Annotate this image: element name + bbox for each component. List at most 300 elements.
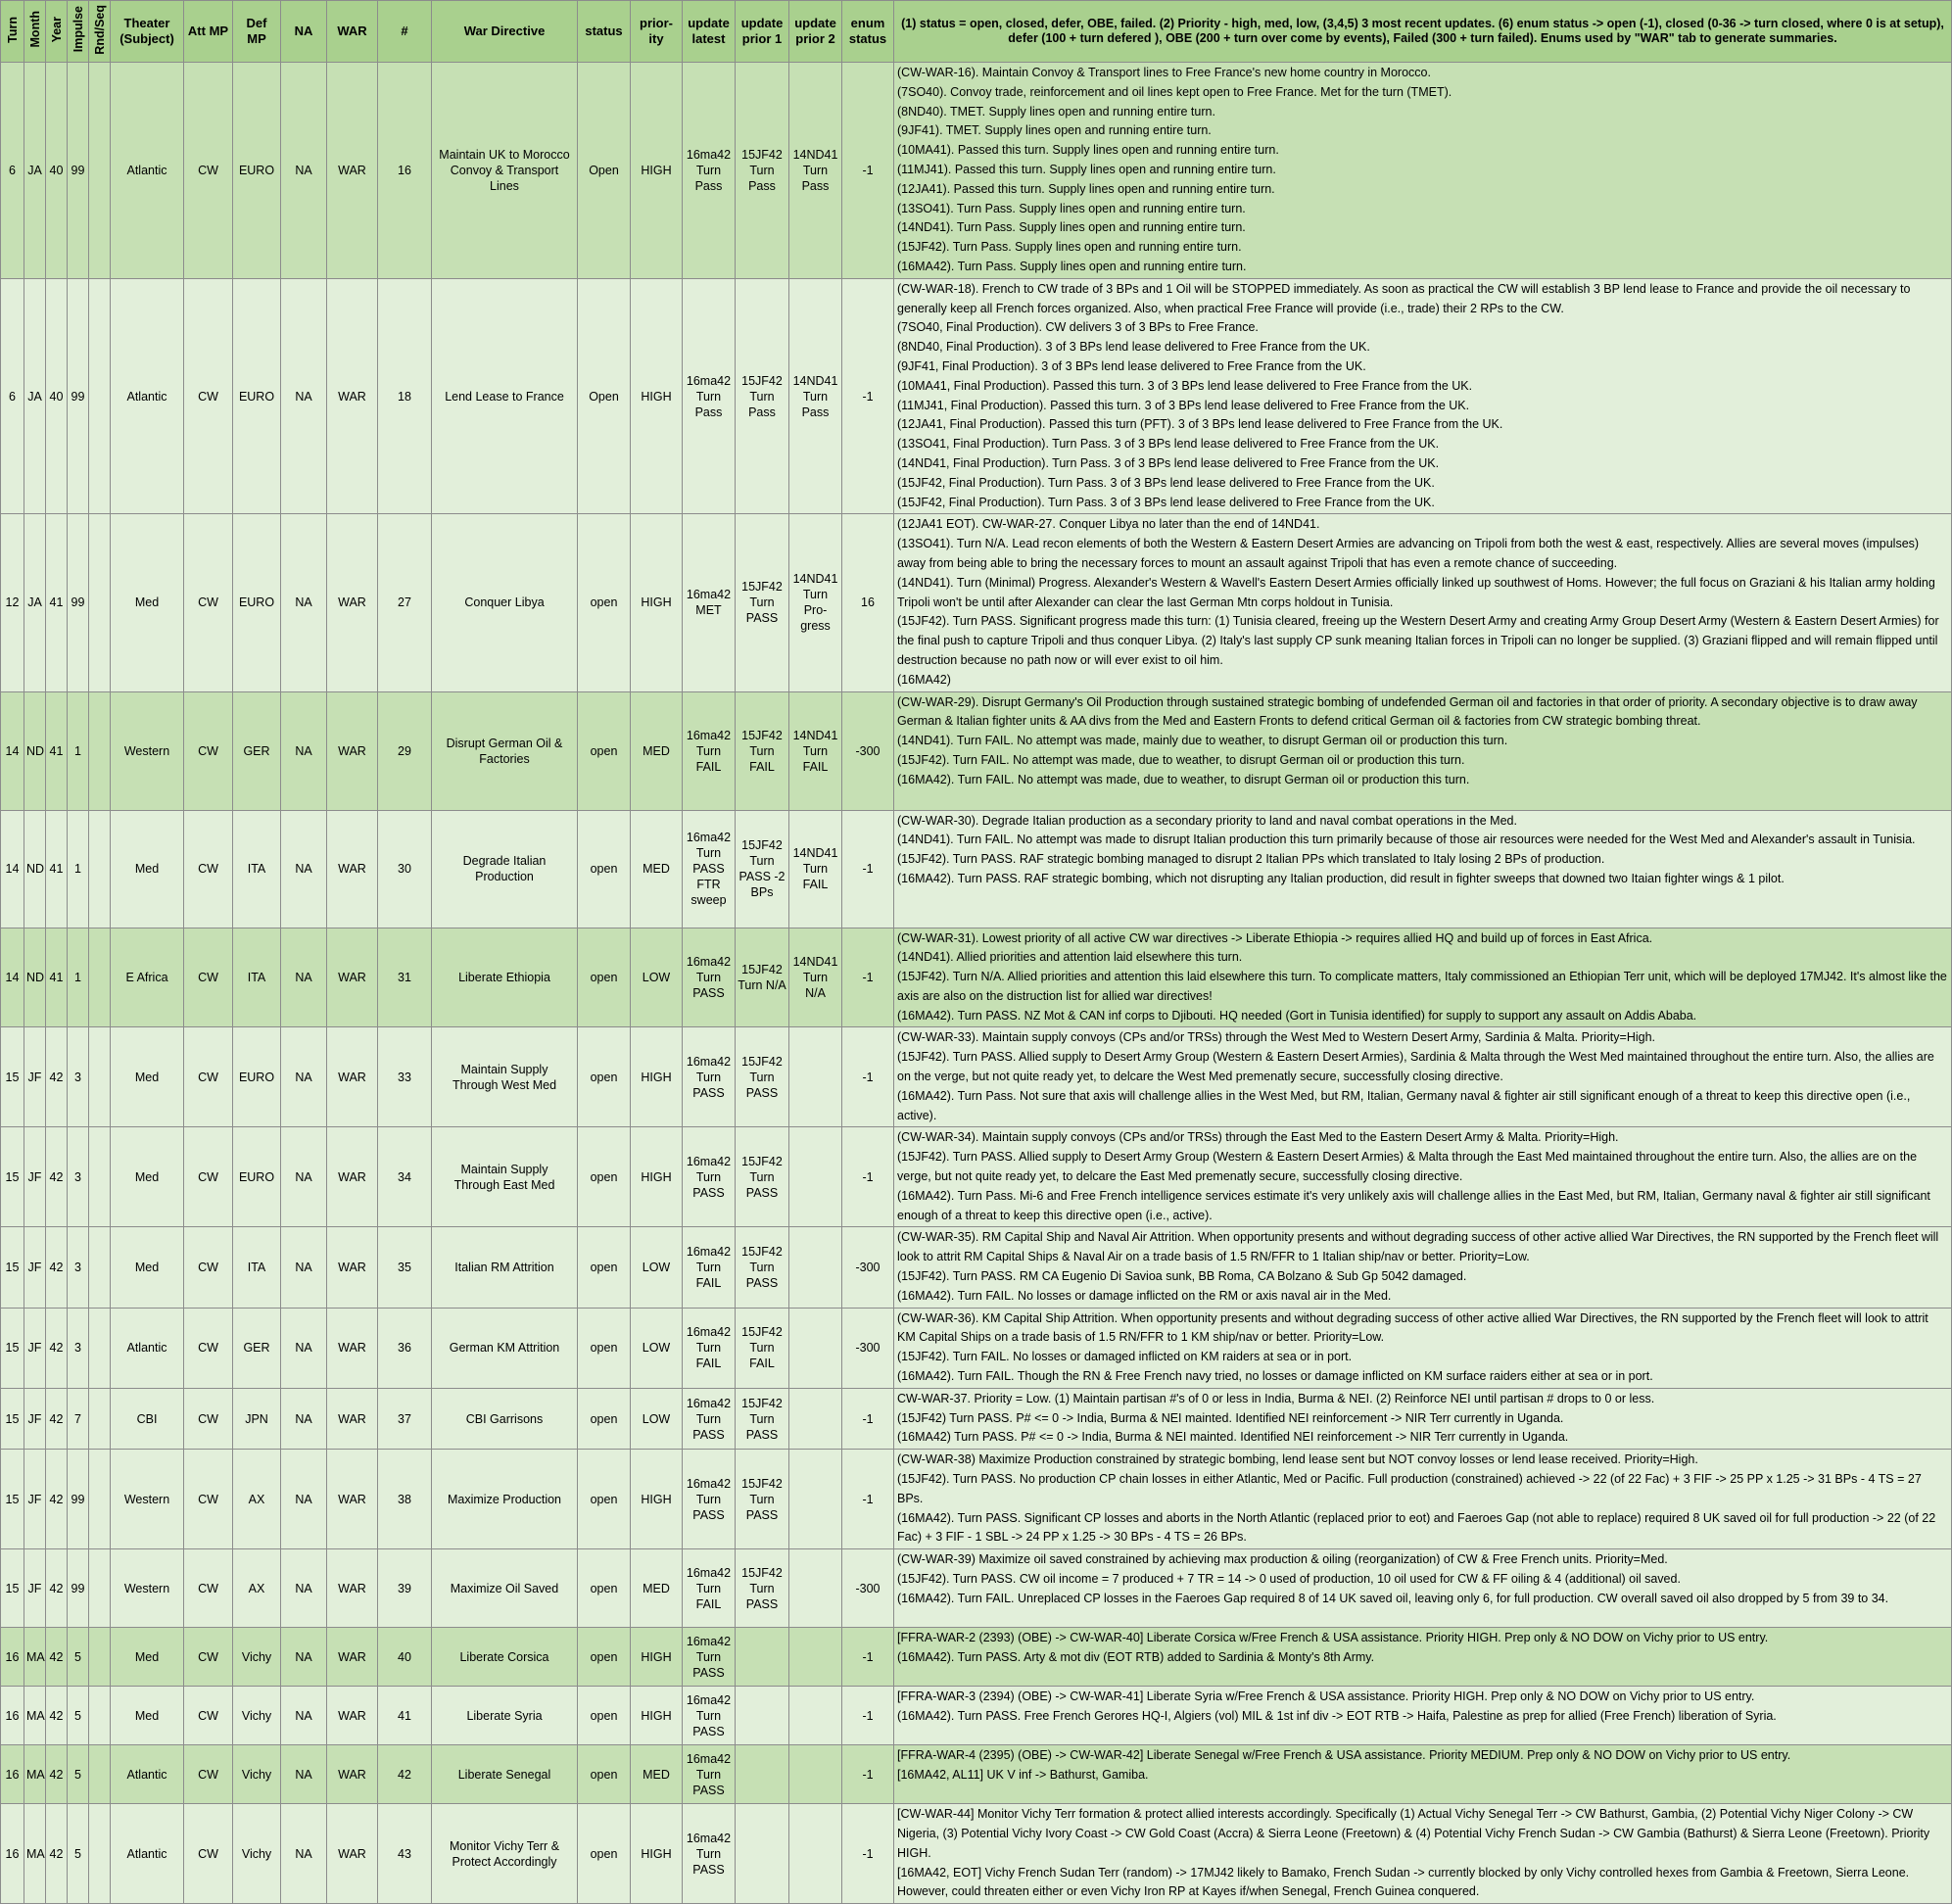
cell-na[interactable]: NA	[281, 1450, 327, 1549]
cell-priority[interactable]: HIGH	[631, 1628, 683, 1687]
cell-update-prior-1[interactable]	[736, 1745, 789, 1804]
cell-number[interactable]: 34	[378, 1127, 432, 1227]
cell-war-directive[interactable]: Italian RM Attrition	[432, 1227, 578, 1308]
cell-details[interactable]	[894, 1227, 1952, 1308]
cell-war-directive[interactable]: Liberate Corsica	[432, 1628, 578, 1687]
cell-status[interactable]: Open	[578, 63, 631, 279]
col-header-impulse[interactable]: Impulse	[68, 1, 89, 63]
cell-na[interactable]: NA	[281, 810, 327, 928]
cell-update-prior-2[interactable]	[789, 1388, 842, 1449]
cell-war-directive[interactable]: Lend Lease to France	[432, 278, 578, 514]
col-header-rndseq[interactable]: Rnd/Seq	[89, 1, 111, 63]
cell-update-prior-2[interactable]	[789, 1628, 842, 1687]
cell-turn[interactable]: 6	[1, 278, 24, 514]
cell-year[interactable]: 42	[46, 1549, 68, 1628]
cell-enum-status[interactable]: -1	[842, 63, 894, 279]
cell-na[interactable]: NA	[281, 1227, 327, 1308]
cell-att-mp[interactable]: CW	[184, 1227, 233, 1308]
cell-status[interactable]: open	[578, 928, 631, 1027]
cell-war[interactable]: WAR	[327, 1628, 378, 1687]
col-header-notes[interactable]: (1) status = open, closed, defer, OBE, failed. (2) Priority - high, med, low, (3,4,5) 3 most recent updates. (6) enum status -> open (-1), closed (0-36 -> turn closed, where 0 is at setup), defer (100 + turn defered ), OBE (200 + turn over come by events), Failed (300 + turn failed). Enums used by "WAR" tab to generate summaries.	[894, 1, 1952, 63]
cell-war[interactable]: WAR	[327, 691, 378, 810]
cell-update-prior-1[interactable]: 15JF42 Turn PASS	[736, 1127, 789, 1227]
cell-impulse[interactable]: 99	[68, 1450, 89, 1549]
cell-month[interactable]: JA	[24, 278, 46, 514]
cell-details[interactable]	[894, 1450, 1952, 1549]
cell-turn[interactable]: 15	[1, 1308, 24, 1388]
cell-war[interactable]: WAR	[327, 514, 378, 691]
cell-year[interactable]: 42	[46, 1027, 68, 1127]
cell-year[interactable]: 42	[46, 1227, 68, 1308]
cell-number[interactable]: 18	[378, 278, 432, 514]
cell-war[interactable]: WAR	[327, 1450, 378, 1549]
cell-update-latest[interactable]: 16ma42 Turn FAIL	[683, 691, 736, 810]
cell-priority[interactable]: HIGH	[631, 278, 683, 514]
cell-update-latest[interactable]: 16ma42 Turn PASS	[683, 1027, 736, 1127]
cell-priority[interactable]: LOW	[631, 1308, 683, 1388]
cell-update-latest[interactable]: 16ma42 Turn PASS	[683, 1628, 736, 1687]
cell-details[interactable]	[894, 810, 1952, 928]
cell-update-prior-2[interactable]	[789, 1549, 842, 1628]
cell-update-prior-2[interactable]	[789, 1127, 842, 1227]
cell-number[interactable]: 40	[378, 1628, 432, 1687]
cell-status[interactable]: open	[578, 1804, 631, 1904]
cell-def-mp[interactable]: AX	[233, 1450, 281, 1549]
cell-update-prior-2[interactable]: 14ND41 Turn Pro-gress	[789, 514, 842, 691]
cell-update-prior-1[interactable]	[736, 1628, 789, 1687]
cell-priority[interactable]: MED	[631, 691, 683, 810]
cell-number[interactable]: 35	[378, 1227, 432, 1308]
cell-impulse[interactable]: 1	[68, 691, 89, 810]
cell-number[interactable]: 27	[378, 514, 432, 691]
cell-update-prior-1[interactable]: 15JF42 Turn FAIL	[736, 691, 789, 810]
cell-status[interactable]: open	[578, 1027, 631, 1127]
col-header-update-prior-1[interactable]: update prior 1	[736, 1, 789, 63]
cell-rndseq[interactable]	[89, 514, 111, 691]
cell-impulse[interactable]: 3	[68, 1127, 89, 1227]
cell-impulse[interactable]: 5	[68, 1804, 89, 1904]
cell-def-mp[interactable]: ITA	[233, 810, 281, 928]
cell-priority[interactable]: MED	[631, 1549, 683, 1628]
cell-details[interactable]	[894, 1628, 1952, 1687]
cell-update-prior-1[interactable]: 15JF42 Turn PASS	[736, 1027, 789, 1127]
cell-month[interactable]: JF	[24, 1450, 46, 1549]
cell-war-directive[interactable]: Maintain UK to Morocco Convoy & Transport Lines	[432, 63, 578, 279]
cell-update-prior-2[interactable]	[789, 1745, 842, 1804]
cell-update-latest[interactable]: 16ma42 Turn PASS	[683, 1804, 736, 1904]
cell-update-prior-2[interactable]	[789, 1687, 842, 1745]
cell-na[interactable]: NA	[281, 1628, 327, 1687]
cell-rndseq[interactable]	[89, 1687, 111, 1745]
cell-update-prior-2[interactable]	[789, 1027, 842, 1127]
cell-theater[interactable]: Atlantic	[111, 278, 184, 514]
cell-rndseq[interactable]	[89, 63, 111, 279]
col-header-priority[interactable]: prior-ity	[631, 1, 683, 63]
cell-update-prior-1[interactable]: 15JF42 Turn PASS -2 BPs	[736, 810, 789, 928]
cell-month[interactable]: MA	[24, 1628, 46, 1687]
col-header-def-mp[interactable]: Def MP	[233, 1, 281, 63]
cell-year[interactable]: 41	[46, 514, 68, 691]
cell-year[interactable]: 41	[46, 928, 68, 1027]
cell-war[interactable]: WAR	[327, 63, 378, 279]
cell-month[interactable]: ND	[24, 691, 46, 810]
cell-update-prior-2[interactable]	[789, 1450, 842, 1549]
cell-update-prior-1[interactable]: 15JF42 Turn PASS	[736, 1227, 789, 1308]
cell-update-prior-2[interactable]	[789, 1227, 842, 1308]
cell-war-directive[interactable]: Liberate Ethiopia	[432, 928, 578, 1027]
cell-priority[interactable]: HIGH	[631, 1450, 683, 1549]
cell-number[interactable]: 31	[378, 928, 432, 1027]
cell-status[interactable]: open	[578, 691, 631, 810]
cell-impulse[interactable]: 3	[68, 1027, 89, 1127]
cell-status[interactable]: open	[578, 1450, 631, 1549]
cell-war[interactable]: WAR	[327, 928, 378, 1027]
cell-update-prior-2[interactable]: 14ND41 Turn FAIL	[789, 691, 842, 810]
cell-na[interactable]: NA	[281, 691, 327, 810]
cell-update-latest[interactable]: 16ma42 Turn PASS FTR sweep	[683, 810, 736, 928]
cell-priority[interactable]: HIGH	[631, 1804, 683, 1904]
cell-war-directive[interactable]: CBI Garrisons	[432, 1388, 578, 1449]
cell-rndseq[interactable]	[89, 1804, 111, 1904]
cell-update-latest[interactable]: 16ma42 Turn FAIL	[683, 1227, 736, 1308]
col-header-enum-status[interactable]: enum status	[842, 1, 894, 63]
cell-war[interactable]: WAR	[327, 1308, 378, 1388]
cell-update-latest[interactable]: 16ma42 Turn PASS	[683, 1687, 736, 1745]
cell-na[interactable]: NA	[281, 1687, 327, 1745]
cell-update-latest[interactable]: 16ma42 Turn PASS	[683, 1127, 736, 1227]
cell-rndseq[interactable]	[89, 691, 111, 810]
cell-def-mp[interactable]: EURO	[233, 1027, 281, 1127]
cell-theater[interactable]: Atlantic	[111, 1804, 184, 1904]
cell-rndseq[interactable]	[89, 928, 111, 1027]
cell-impulse[interactable]: 3	[68, 1308, 89, 1388]
cell-enum-status[interactable]: -1	[842, 1745, 894, 1804]
cell-theater[interactable]: Atlantic	[111, 63, 184, 279]
cell-update-prior-2[interactable]: 14ND41 Turn Pass	[789, 63, 842, 279]
cell-details[interactable]	[894, 278, 1952, 514]
cell-rndseq[interactable]	[89, 278, 111, 514]
cell-priority[interactable]: HIGH	[631, 1127, 683, 1227]
cell-enum-status[interactable]: -1	[842, 928, 894, 1027]
cell-def-mp[interactable]: Vichy	[233, 1804, 281, 1904]
cell-year[interactable]: 42	[46, 1450, 68, 1549]
cell-war[interactable]: WAR	[327, 1388, 378, 1449]
cell-def-mp[interactable]: ITA	[233, 1227, 281, 1308]
cell-theater[interactable]: Western	[111, 1549, 184, 1628]
cell-year[interactable]: 41	[46, 810, 68, 928]
col-header-number[interactable]: #	[378, 1, 432, 63]
cell-details[interactable]	[894, 514, 1952, 691]
cell-theater[interactable]: CBI	[111, 1388, 184, 1449]
cell-att-mp[interactable]: CW	[184, 1388, 233, 1449]
cell-att-mp[interactable]: CW	[184, 1450, 233, 1549]
cell-enum-status[interactable]: -1	[842, 278, 894, 514]
cell-att-mp[interactable]: CW	[184, 1127, 233, 1227]
cell-update-latest[interactable]: 16ma42 Turn PASS	[683, 1745, 736, 1804]
cell-turn[interactable]: 15	[1, 1027, 24, 1127]
cell-att-mp[interactable]: CW	[184, 1687, 233, 1745]
col-header-na[interactable]: NA	[281, 1, 327, 63]
cell-priority[interactable]: HIGH	[631, 1027, 683, 1127]
cell-number[interactable]: 29	[378, 691, 432, 810]
cell-enum-status[interactable]: 16	[842, 514, 894, 691]
cell-year[interactable]: 40	[46, 278, 68, 514]
cell-year[interactable]: 42	[46, 1745, 68, 1804]
cell-update-prior-2[interactable]	[789, 1804, 842, 1904]
cell-na[interactable]: NA	[281, 63, 327, 279]
cell-turn[interactable]: 16	[1, 1628, 24, 1687]
cell-impulse[interactable]: 99	[68, 63, 89, 279]
cell-na[interactable]: NA	[281, 1388, 327, 1449]
cell-enum-status[interactable]: -300	[842, 1549, 894, 1628]
cell-details[interactable]	[894, 691, 1952, 810]
cell-na[interactable]: NA	[281, 1308, 327, 1388]
cell-rndseq[interactable]	[89, 1127, 111, 1227]
cell-number[interactable]: 30	[378, 810, 432, 928]
cell-theater[interactable]: Med	[111, 1127, 184, 1227]
cell-update-latest[interactable]: 16ma42 Turn PASS	[683, 1450, 736, 1549]
cell-impulse[interactable]: 5	[68, 1628, 89, 1687]
cell-status[interactable]: open	[578, 1745, 631, 1804]
cell-theater[interactable]: Atlantic	[111, 1745, 184, 1804]
cell-att-mp[interactable]: CW	[184, 1549, 233, 1628]
cell-details[interactable]	[894, 1549, 1952, 1628]
cell-rndseq[interactable]	[89, 810, 111, 928]
cell-update-latest[interactable]: 16ma42 Turn FAIL	[683, 1549, 736, 1628]
cell-att-mp[interactable]: CW	[184, 278, 233, 514]
cell-month[interactable]: JA	[24, 514, 46, 691]
cell-year[interactable]: 42	[46, 1127, 68, 1227]
cell-att-mp[interactable]: CW	[184, 1027, 233, 1127]
cell-details[interactable]	[894, 1804, 1952, 1904]
cell-update-latest[interactable]: 16ma42 MET	[683, 514, 736, 691]
cell-enum-status[interactable]: -1	[842, 1027, 894, 1127]
cell-year[interactable]: 40	[46, 63, 68, 279]
cell-enum-status[interactable]: -1	[842, 1450, 894, 1549]
cell-status[interactable]: open	[578, 1127, 631, 1227]
cell-status[interactable]: open	[578, 1308, 631, 1388]
cell-rndseq[interactable]	[89, 1227, 111, 1308]
cell-war-directive[interactable]: Disrupt German Oil & Factories	[432, 691, 578, 810]
cell-war[interactable]: WAR	[327, 1227, 378, 1308]
cell-details[interactable]	[894, 1308, 1952, 1388]
cell-priority[interactable]: MED	[631, 1745, 683, 1804]
cell-def-mp[interactable]: EURO	[233, 63, 281, 279]
cell-update-prior-2[interactable]	[789, 1308, 842, 1388]
cell-update-prior-1[interactable]	[736, 1804, 789, 1904]
cell-year[interactable]: 41	[46, 691, 68, 810]
cell-update-latest[interactable]: 16ma42 Turn Pass	[683, 278, 736, 514]
col-header-war[interactable]: WAR	[327, 1, 378, 63]
cell-na[interactable]: NA	[281, 1027, 327, 1127]
cell-def-mp[interactable]: EURO	[233, 278, 281, 514]
cell-war[interactable]: WAR	[327, 1745, 378, 1804]
cell-att-mp[interactable]: CW	[184, 514, 233, 691]
cell-def-mp[interactable]: EURO	[233, 514, 281, 691]
cell-priority[interactable]: LOW	[631, 1388, 683, 1449]
cell-update-latest[interactable]: 16ma42 Turn PASS	[683, 1388, 736, 1449]
cell-theater[interactable]: Med	[111, 514, 184, 691]
cell-turn[interactable]: 14	[1, 810, 24, 928]
col-header-update-prior-2[interactable]: update prior 2	[789, 1, 842, 63]
cell-na[interactable]: NA	[281, 1549, 327, 1628]
cell-war[interactable]: WAR	[327, 1687, 378, 1745]
cell-update-prior-1[interactable]: 15JF42 Turn PASS	[736, 1450, 789, 1549]
cell-def-mp[interactable]: GER	[233, 1308, 281, 1388]
cell-update-prior-1[interactable]: 15JF42 Turn PASS	[736, 1388, 789, 1449]
cell-update-prior-2[interactable]: 14ND41 Turn Pass	[789, 278, 842, 514]
cell-details[interactable]	[894, 1027, 1952, 1127]
cell-number[interactable]: 38	[378, 1450, 432, 1549]
cell-war[interactable]: WAR	[327, 1804, 378, 1904]
cell-theater[interactable]: Atlantic	[111, 1308, 184, 1388]
cell-war-directive[interactable]: Maintain Supply Through West Med	[432, 1027, 578, 1127]
cell-def-mp[interactable]: JPN	[233, 1388, 281, 1449]
cell-status[interactable]: open	[578, 514, 631, 691]
cell-update-prior-1[interactable]: 15JF42 Turn Pass	[736, 63, 789, 279]
cell-na[interactable]: NA	[281, 278, 327, 514]
cell-na[interactable]: NA	[281, 928, 327, 1027]
cell-update-prior-1[interactable]: 15JF42 Turn Pass	[736, 278, 789, 514]
cell-status[interactable]: open	[578, 1388, 631, 1449]
cell-update-latest[interactable]: 16ma42 Turn Pass	[683, 63, 736, 279]
cell-year[interactable]: 42	[46, 1804, 68, 1904]
cell-priority[interactable]: HIGH	[631, 514, 683, 691]
cell-def-mp[interactable]: EURO	[233, 1127, 281, 1227]
cell-rndseq[interactable]	[89, 1549, 111, 1628]
cell-priority[interactable]: LOW	[631, 1227, 683, 1308]
cell-att-mp[interactable]: CW	[184, 1745, 233, 1804]
cell-details[interactable]	[894, 928, 1952, 1027]
cell-details[interactable]	[894, 63, 1952, 279]
cell-att-mp[interactable]: CW	[184, 691, 233, 810]
cell-month[interactable]: JF	[24, 1227, 46, 1308]
cell-update-prior-1[interactable]: 15JF42 Turn FAIL	[736, 1308, 789, 1388]
cell-impulse[interactable]: 99	[68, 278, 89, 514]
cell-war[interactable]: WAR	[327, 1127, 378, 1227]
cell-number[interactable]: 39	[378, 1549, 432, 1628]
cell-na[interactable]: NA	[281, 1804, 327, 1904]
cell-theater[interactable]: Western	[111, 1450, 184, 1549]
cell-number[interactable]: 43	[378, 1804, 432, 1904]
cell-turn[interactable]: 6	[1, 63, 24, 279]
cell-month[interactable]: JF	[24, 1388, 46, 1449]
cell-rndseq[interactable]	[89, 1027, 111, 1127]
cell-status[interactable]: open	[578, 1549, 631, 1628]
col-header-year[interactable]: Year	[46, 1, 68, 63]
cell-turn[interactable]: 15	[1, 1450, 24, 1549]
cell-update-prior-2[interactable]: 14ND41 Turn FAIL	[789, 810, 842, 928]
cell-details[interactable]	[894, 1687, 1952, 1745]
cell-rndseq[interactable]	[89, 1745, 111, 1804]
cell-att-mp[interactable]: CW	[184, 810, 233, 928]
cell-month[interactable]: JA	[24, 63, 46, 279]
col-header-att-mp[interactable]: Att MP	[184, 1, 233, 63]
col-header-update-latest[interactable]: update latest	[683, 1, 736, 63]
cell-turn[interactable]: 14	[1, 691, 24, 810]
cell-month[interactable]: MA	[24, 1687, 46, 1745]
cell-war-directive[interactable]: Liberate Syria	[432, 1687, 578, 1745]
cell-priority[interactable]: LOW	[631, 928, 683, 1027]
cell-details[interactable]	[894, 1745, 1952, 1804]
cell-impulse[interactable]: 99	[68, 514, 89, 691]
cell-year[interactable]: 42	[46, 1687, 68, 1745]
cell-update-latest[interactable]: 16ma42 Turn PASS	[683, 928, 736, 1027]
cell-att-mp[interactable]: CW	[184, 1804, 233, 1904]
cell-na[interactable]: NA	[281, 1127, 327, 1227]
cell-number[interactable]: 33	[378, 1027, 432, 1127]
cell-year[interactable]: 42	[46, 1308, 68, 1388]
cell-war[interactable]: WAR	[327, 810, 378, 928]
cell-number[interactable]: 41	[378, 1687, 432, 1745]
cell-month[interactable]: MA	[24, 1804, 46, 1904]
cell-theater[interactable]: E Africa	[111, 928, 184, 1027]
col-header-turn[interactable]: Turn	[1, 1, 24, 63]
cell-turn[interactable]: 15	[1, 1388, 24, 1449]
cell-month[interactable]: ND	[24, 928, 46, 1027]
cell-turn[interactable]: 16	[1, 1745, 24, 1804]
cell-impulse[interactable]: 5	[68, 1745, 89, 1804]
cell-turn[interactable]: 16	[1, 1687, 24, 1745]
cell-turn[interactable]: 15	[1, 1549, 24, 1628]
cell-status[interactable]: open	[578, 1227, 631, 1308]
cell-na[interactable]: NA	[281, 1745, 327, 1804]
cell-war-directive[interactable]: Maximize Production	[432, 1450, 578, 1549]
cell-war[interactable]: WAR	[327, 1549, 378, 1628]
cell-war-directive[interactable]: Liberate Senegal	[432, 1745, 578, 1804]
cell-def-mp[interactable]: AX	[233, 1549, 281, 1628]
cell-rndseq[interactable]	[89, 1388, 111, 1449]
cell-update-prior-2[interactable]: 14ND41 Turn N/A	[789, 928, 842, 1027]
cell-enum-status[interactable]: -300	[842, 1308, 894, 1388]
cell-update-latest[interactable]: 16ma42 Turn FAIL	[683, 1308, 736, 1388]
cell-war-directive[interactable]: German KM Attrition	[432, 1308, 578, 1388]
cell-month[interactable]: MA	[24, 1745, 46, 1804]
cell-month[interactable]: ND	[24, 810, 46, 928]
cell-enum-status[interactable]: -1	[842, 1804, 894, 1904]
cell-status[interactable]: open	[578, 1687, 631, 1745]
cell-theater[interactable]: Med	[111, 1687, 184, 1745]
cell-month[interactable]: JF	[24, 1308, 46, 1388]
cell-priority[interactable]: HIGH	[631, 1687, 683, 1745]
cell-att-mp[interactable]: CW	[184, 1308, 233, 1388]
cell-details[interactable]	[894, 1388, 1952, 1449]
cell-enum-status[interactable]: -1	[842, 810, 894, 928]
cell-theater[interactable]: Med	[111, 810, 184, 928]
cell-war-directive[interactable]: Maintain Supply Through East Med	[432, 1127, 578, 1227]
cell-enum-status[interactable]: -1	[842, 1388, 894, 1449]
cell-rndseq[interactable]	[89, 1450, 111, 1549]
cell-def-mp[interactable]: Vichy	[233, 1745, 281, 1804]
cell-na[interactable]: NA	[281, 514, 327, 691]
col-header-month[interactable]: Month	[24, 1, 46, 63]
cell-enum-status[interactable]: -1	[842, 1628, 894, 1687]
cell-war-directive[interactable]: Monitor Vichy Terr & Protect Accordingly	[432, 1804, 578, 1904]
cell-status[interactable]: open	[578, 810, 631, 928]
cell-war-directive[interactable]: Maximize Oil Saved	[432, 1549, 578, 1628]
cell-month[interactable]: JF	[24, 1027, 46, 1127]
cell-rndseq[interactable]	[89, 1308, 111, 1388]
cell-impulse[interactable]: 5	[68, 1687, 89, 1745]
cell-att-mp[interactable]: CW	[184, 928, 233, 1027]
cell-number[interactable]: 37	[378, 1388, 432, 1449]
cell-impulse[interactable]: 99	[68, 1549, 89, 1628]
cell-update-prior-1[interactable]	[736, 1687, 789, 1745]
cell-war[interactable]: WAR	[327, 1027, 378, 1127]
cell-theater[interactable]: Western	[111, 691, 184, 810]
cell-war-directive[interactable]: Degrade Italian Production	[432, 810, 578, 928]
cell-number[interactable]: 36	[378, 1308, 432, 1388]
